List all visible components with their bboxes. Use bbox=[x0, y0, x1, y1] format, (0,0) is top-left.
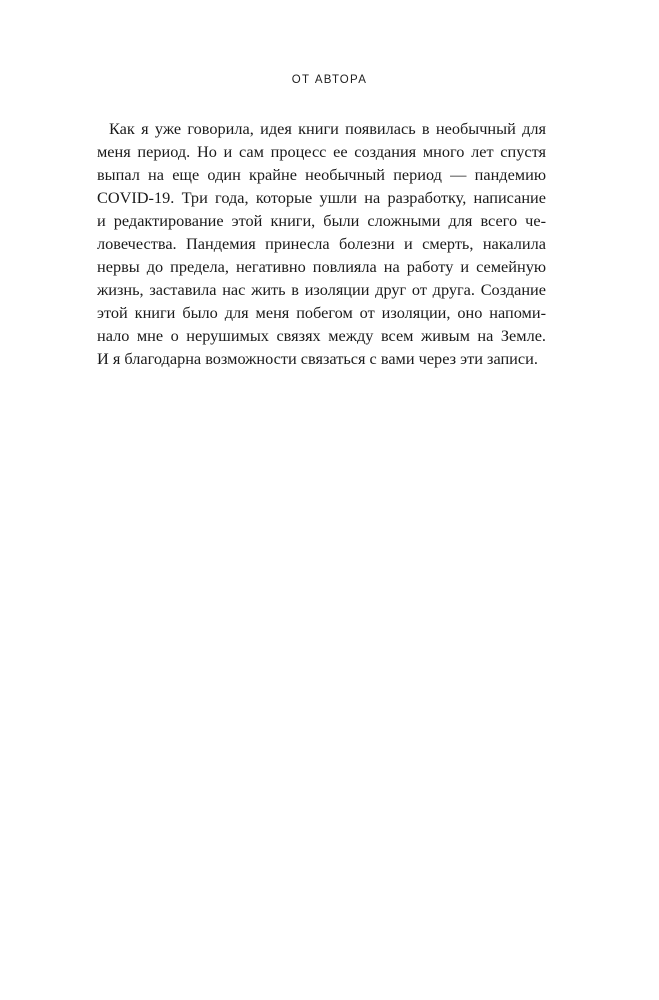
body-paragraph bbox=[97, 117, 546, 370]
paragraph-line: нервы до предела, негативно повлияла на работу и семейную bbox=[97, 257, 546, 276]
paragraph-line: выпал на еще один крайне необычный период — пандемию bbox=[97, 165, 546, 184]
paragraph-line: нало мне о нерушимых связях между всем живым на Земле. bbox=[97, 326, 546, 345]
paragraph-line: меня период. Но и сам процесс ее создания много лет спустя bbox=[97, 142, 546, 161]
paragraph-line: жизнь, заставила нас жить в изоляции друг от друга. Создание bbox=[97, 280, 546, 299]
paragraph-line: этой книги было для меня побегом от изоляции, оно напоми- bbox=[97, 303, 546, 322]
paragraph-line: Как я уже говорила, идея книги появилась в необычный для bbox=[109, 119, 546, 138]
paragraph-line: и редактирование этой книги, были сложными для всего че- bbox=[97, 211, 546, 230]
paragraph-line: COVID-19. Три года, которые ушли на разработку, написание bbox=[97, 188, 546, 207]
paragraph-line: И я благодарна возможности связаться с вами через эти записи. bbox=[97, 349, 538, 368]
paragraph-line: ловечества. Пандемия принесла болезни и смерть, накалила bbox=[97, 234, 546, 253]
running-head: ОТ АВТОРА bbox=[291, 74, 368, 86]
